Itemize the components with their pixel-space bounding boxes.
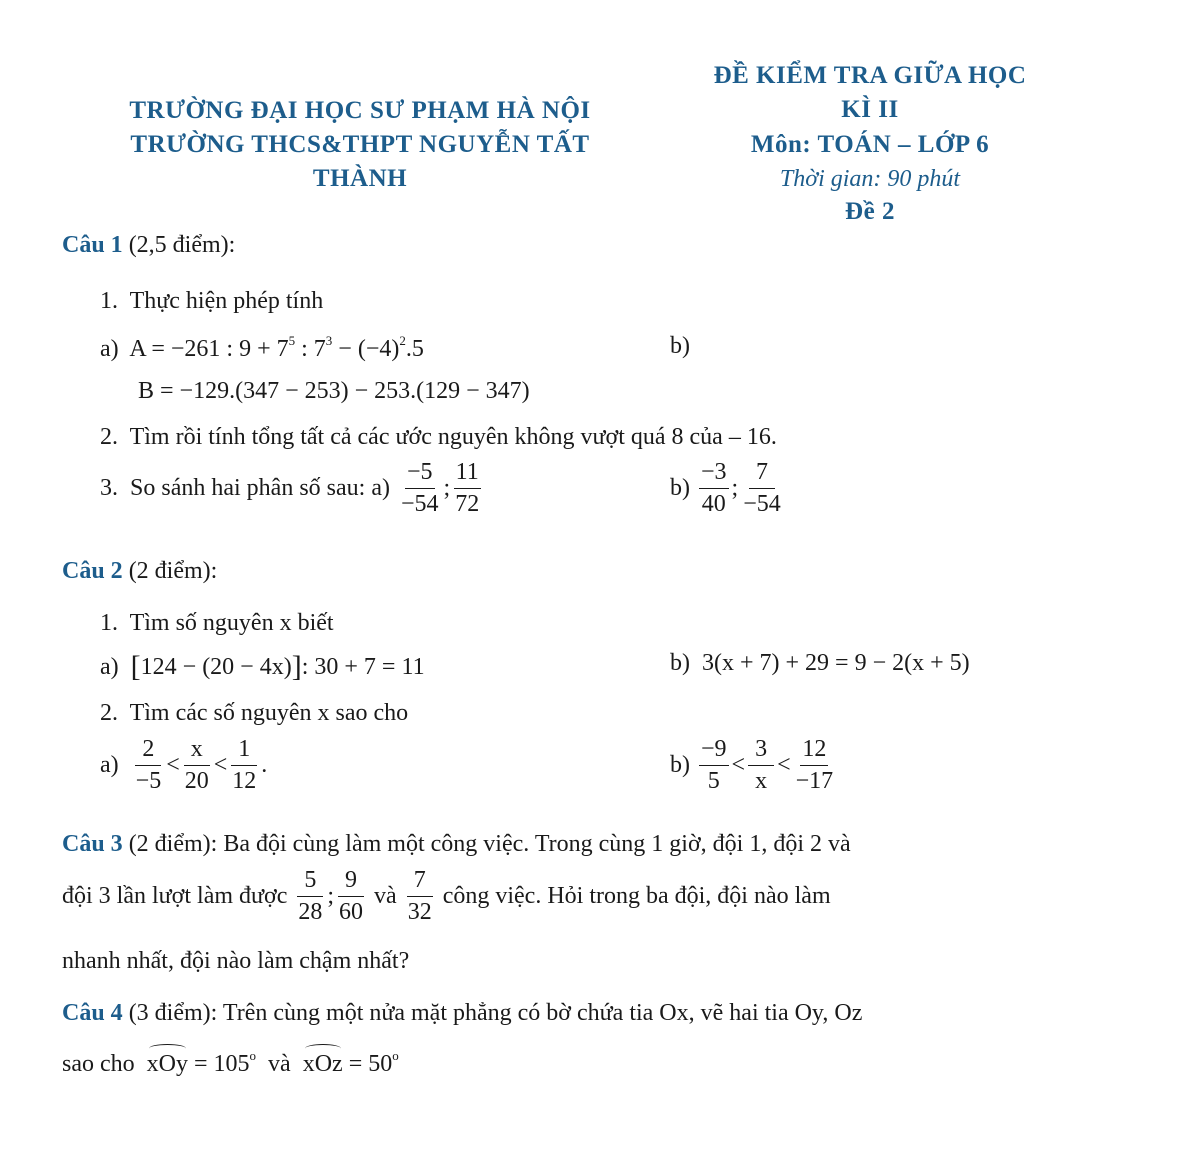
sub-label: b) xyxy=(670,475,690,502)
exam-title-line-1: ĐỀ KIỂM TRA GIỮA HỌC xyxy=(713,62,1027,89)
sub-label: b) xyxy=(670,650,690,676)
item-number: 2. xyxy=(100,424,118,450)
q2-part-1b xyxy=(670,650,970,677)
school-name-line-2: TRƯỜNG THCS&THPT NGUYỄN TẤT xyxy=(130,131,590,158)
question-3-title: Câu 3 xyxy=(62,831,123,857)
item-number: 1. xyxy=(100,288,118,314)
exam-subject: Môn: TOÁN – LỚP 6 xyxy=(750,131,990,158)
question-3-line-2: đội 3 lần lượt làm được $\frac{5}{28}$ ; $\frac{9}{60}$ và $\frac{7}{32}$ công việc. Hỏi trong ba đội, đội nào làm xyxy=(62,867,831,926)
question-3-line-1: Câu 3 (2 điểm): Ba đội cùng làm một công việc. Trong cùng 1 giờ, đội 1, đội 2 và xyxy=(62,831,851,857)
exam-title-line-2: KÌ II xyxy=(841,96,899,123)
question-1-points: (2,5 điểm): xyxy=(128,232,236,258)
question-4-title: Câu 4 xyxy=(62,1000,123,1026)
q1-part-3b: b) $\frac{-3}{40}$ ; $\frac{7}{-54}$ xyxy=(670,459,781,518)
q1-part-3: 3. So sánh hai phân số sau: a) $\frac{-5}{-54}$ ; $\frac{11}{72}$ xyxy=(100,459,480,518)
q2-part-2a: a) $\frac{2}{-5}$ < $\frac{x}{20}$ < $\frac{1}{12}$ . xyxy=(100,736,268,795)
fraction: $\frac{3}{x}$ xyxy=(748,737,774,794)
angle-xoz: xOz xyxy=(302,1051,343,1077)
item-text: Tìm các số nguyên x sao cho xyxy=(129,700,409,726)
fraction: $\frac{-9}{5}$ xyxy=(701,736,727,795)
q1-part-1 xyxy=(100,288,323,315)
school-name-line-3: THÀNH xyxy=(312,165,408,192)
fraction: $\frac{11}{72}$ xyxy=(455,459,480,518)
school-name-line-1: TRƯỜNG ĐẠI HỌC SƯ PHẠM HÀ NỘI xyxy=(129,97,591,124)
fraction: $\frac{-5}{-54}$ xyxy=(400,459,439,518)
question-4-line-2: sao cho xOy = $105^o$ và xOz = $50^o$ xyxy=(62,1048,399,1077)
fraction: $\frac{7}{32}$ xyxy=(407,867,432,926)
sub-label: b) xyxy=(670,752,690,779)
q2-part-2b: b) $\frac{-9}{5}$ < $\frac{3}{x}$ < $\frac{12}{-17}$ xyxy=(670,736,834,795)
item-text: So sánh hai phân số sau: a) xyxy=(130,475,390,502)
angle-xoy: xOy xyxy=(146,1051,188,1077)
item-text: Tìm rồi tính tổng tất cả các ước nguyên không vượt quá 8 của – 16. xyxy=(129,424,777,450)
item-text: Tìm số nguyên x biết xyxy=(129,610,334,636)
item-number: 1. xyxy=(100,610,118,636)
fraction: $\frac{9}{60}$ xyxy=(339,867,364,926)
fraction: $\frac{12}{-17}$ xyxy=(795,736,834,795)
question-3-line-3: nhanh nhất, đội nào làm chậm nhất? xyxy=(62,948,410,974)
question-4-points: (3 điểm): xyxy=(128,1000,218,1026)
question-2-points: (2 điểm): xyxy=(128,558,218,584)
exam-duration: Thời gian: 90 phút xyxy=(779,166,961,192)
sub-label: a) xyxy=(100,336,119,362)
q1-part-2 xyxy=(100,424,777,451)
q1-part-1a xyxy=(100,333,424,363)
fraction: $\frac{x}{20}$ xyxy=(184,736,209,795)
exam-variant: Đề 2 xyxy=(845,198,895,225)
q2-part-1 xyxy=(100,610,334,637)
question-3-points: (2 điểm): xyxy=(128,831,218,857)
item-number: 2. xyxy=(100,700,118,726)
sub-label: a) xyxy=(100,752,119,779)
equation-b: 3(x + 7) + 29 = 9 − 2(x + 5) xyxy=(702,650,970,676)
expression-a: A = −261 : $9 + 7^5$ : $7^3 - (-4)^2.5$ xyxy=(129,333,424,362)
fraction: $\frac{7}{-54}$ xyxy=(743,459,781,518)
question-2-title: Câu 2 xyxy=(62,558,123,584)
fraction: $\frac{1}{12}$ xyxy=(232,736,257,795)
item-number: 3. xyxy=(100,475,118,502)
question-1-title: Câu 1 xyxy=(62,232,123,258)
sub-label: a) xyxy=(100,654,119,680)
q2-part-2 xyxy=(100,700,408,727)
q2-part-1a xyxy=(100,650,425,684)
question-2-heading xyxy=(62,558,217,585)
equation-a: [124 − (20 − 4x)]: 30 + 7 = 11 xyxy=(130,650,425,683)
item-text: Thực hiện phép tính xyxy=(129,288,324,314)
question-1-heading xyxy=(62,232,235,259)
expression-b: B = −129.(347 − 253) − 253.(129 − 347) xyxy=(138,378,530,404)
fraction: $\frac{-3}{40}$ xyxy=(701,459,727,518)
question-4-line-1: Câu 4 (3 điểm): Trên cùng một nửa mặt phẳng có bờ chứa tia Ox, vẽ hai tia Oy, Oz xyxy=(62,1000,863,1026)
q1-part-1b-label: b) xyxy=(670,333,690,359)
fraction: $\frac{2}{-5}$ xyxy=(135,736,162,795)
fraction: $\frac{5}{28}$ xyxy=(298,867,323,926)
